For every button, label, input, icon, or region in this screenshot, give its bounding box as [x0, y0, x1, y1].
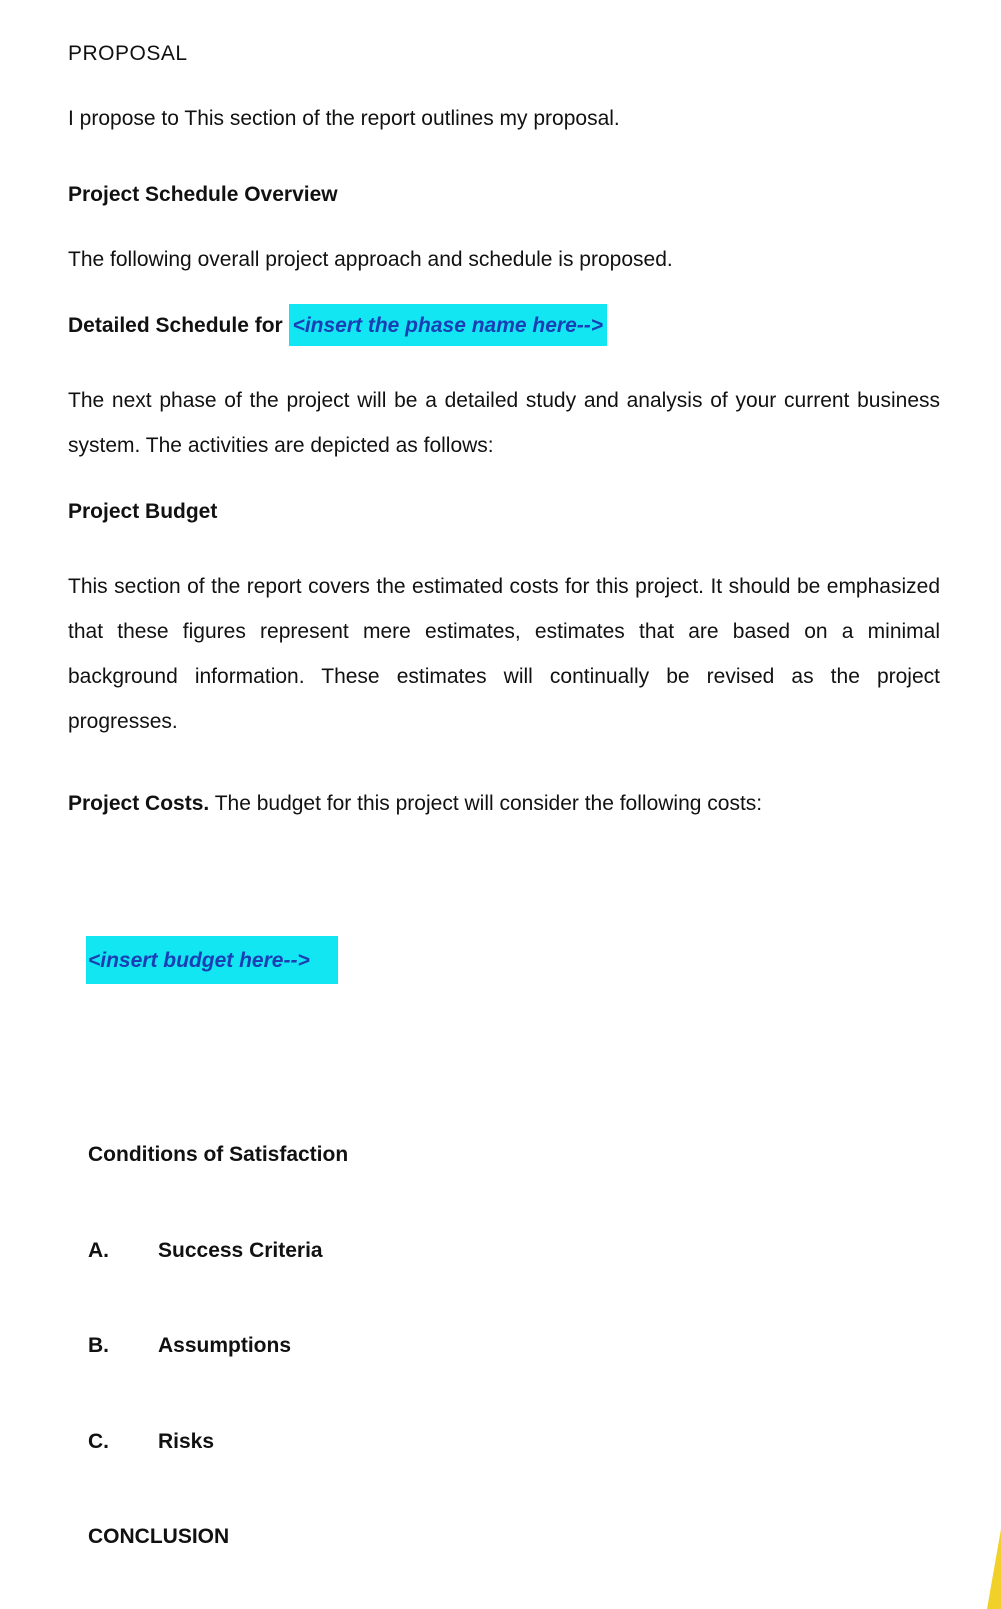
conclusion-heading: CONCLUSION	[88, 1525, 230, 1548]
condition-label: Assumptions	[158, 1334, 292, 1357]
phase-name-placeholder[interactable]: <insert the phase name here-->	[289, 304, 607, 346]
detailed-schedule-heading: Detailed Schedule for	[68, 314, 283, 337]
condition-item-assumptions	[88, 1332, 291, 1360]
proposal-intro: I propose to This section of the report outlines my proposal.	[68, 107, 620, 130]
project-costs-text: The budget for this project will consider the following costs:	[214, 792, 763, 815]
detailed-schedule-heading-line	[68, 312, 607, 340]
schedule-overview-text: The following overall project approach and schedule is proposed.	[68, 248, 673, 271]
condition-marker: A.	[88, 1239, 109, 1262]
project-costs-label: Project Costs.	[68, 792, 210, 815]
conditions-heading: Conditions of Satisfaction	[88, 1143, 349, 1166]
condition-item-risks	[88, 1428, 214, 1456]
condition-marker: C.	[88, 1430, 109, 1453]
budget-placeholder[interactable]: <insert budget here-->	[86, 936, 338, 984]
proposal-heading: PROPOSAL	[68, 42, 188, 65]
project-costs-line	[68, 790, 762, 818]
condition-label: Risks	[158, 1430, 215, 1453]
corner-accent-decoration	[971, 1529, 1001, 1609]
schedule-overview-heading: Project Schedule Overview	[68, 183, 338, 206]
condition-label: Success Criteria	[158, 1239, 323, 1262]
detailed-schedule-text: The next phase of the project will be a detailed study and analysis of your current business system. The activities are depicted as follows:	[68, 389, 940, 457]
project-budget-heading: Project Budget	[68, 500, 218, 523]
condition-marker: B.	[88, 1334, 109, 1357]
project-budget-text: This section of the report covers the estimated costs for this project. It should be emphasized that these figures represent mere estimates, estimates that are based on a minimal background information. These estimates will continually be revised as the project progresses.	[68, 575, 940, 733]
condition-item-success-criteria	[88, 1237, 323, 1265]
